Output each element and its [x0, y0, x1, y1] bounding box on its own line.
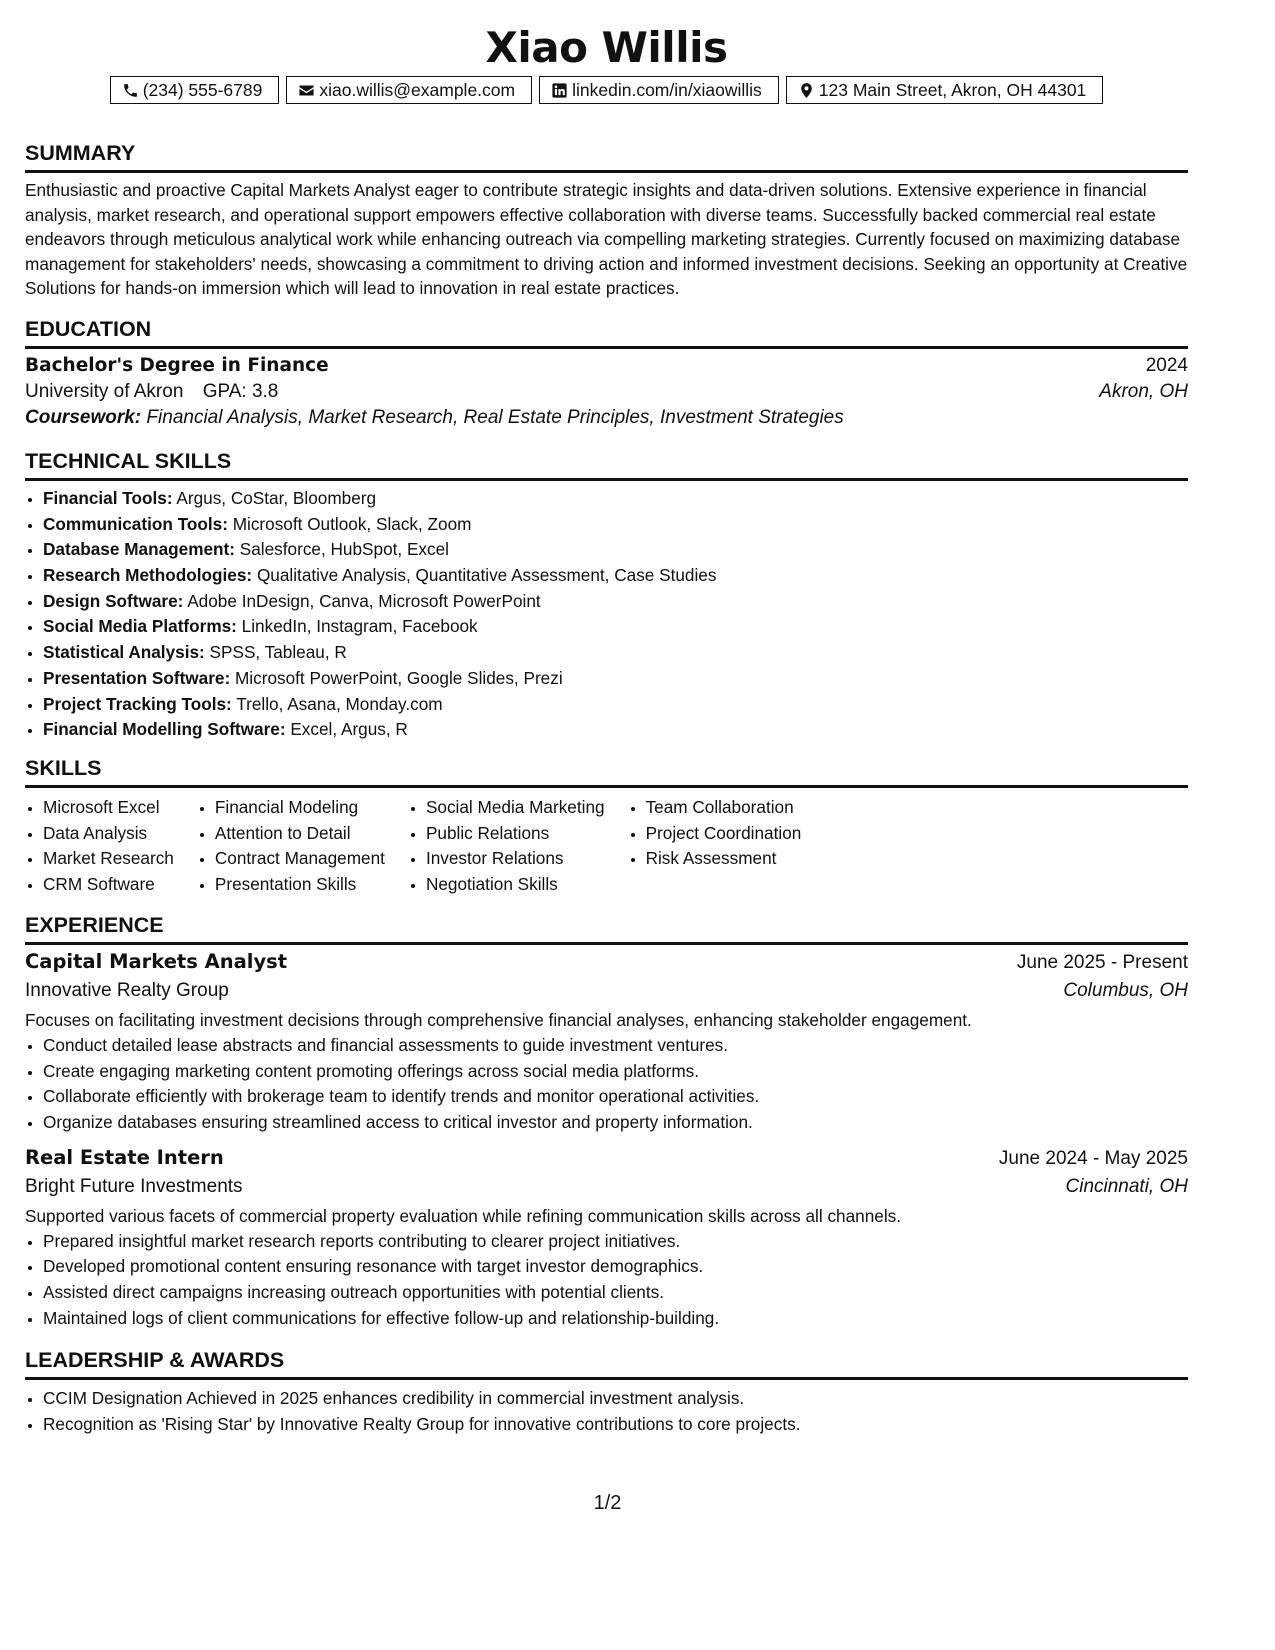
- coursework-list: Financial Analysis, Market Research, Real Estate Principles, Investment Strategies: [146, 406, 844, 428]
- skill-values: Microsoft Outlook, Slack, Zoom: [232, 513, 472, 534]
- contact-address: [786, 76, 1104, 104]
- skill-category: Social Media Platforms:: [43, 616, 237, 637]
- list-item: [43, 640, 1188, 666]
- school-and-gpa: [25, 381, 278, 403]
- coursework-label: Coursework:: [25, 406, 142, 428]
- list-item: • Financial Modeling: [215, 795, 385, 821]
- list-item: • Public Relations: [426, 821, 605, 847]
- list-item: • Market Research: [43, 846, 174, 872]
- skills-section: [25, 755, 1188, 898]
- job-dates: June 2025 - Present: [1016, 951, 1188, 973]
- list-item: [43, 537, 1188, 563]
- phone-icon: [122, 82, 139, 99]
- map-pin-icon: [798, 82, 815, 99]
- education-heading: EDUCATION: [25, 316, 1188, 349]
- summary-heading: SUMMARY: [25, 140, 1188, 173]
- technical-skills-section: [25, 448, 1188, 743]
- list-item: • Risk Assessment: [646, 846, 802, 872]
- list-item: • Social Media Marketing: [426, 795, 605, 821]
- degree: Bachelor's Degree in Finance: [25, 354, 329, 376]
- skill-category: Research Methodologies:: [43, 565, 253, 586]
- phone-text: (234) 555-6789: [142, 79, 263, 100]
- job-bullets: [25, 1033, 1188, 1136]
- technical-skills-list: [25, 486, 1188, 743]
- contact-linkedin[interactable]: [539, 76, 779, 104]
- linkedin-icon: [551, 82, 568, 99]
- list-item: • Recognition as 'Rising Star' by Innovative Realty Group for innovative contributions to core projects.: [43, 1412, 1188, 1438]
- skill-values: Argus, CoStar, Bloomberg: [176, 487, 377, 508]
- skill-values: LinkedIn, Instagram, Facebook: [241, 616, 478, 637]
- job-header: [25, 950, 1188, 974]
- list-item: • Presentation Skills: [215, 872, 385, 898]
- job-location: Columbus, OH: [1063, 979, 1188, 1001]
- list-item: [43, 717, 1188, 743]
- skills-column: [197, 795, 385, 898]
- job-entry: [25, 1146, 1188, 1332]
- skill-category: Database Management:: [43, 539, 235, 560]
- job-title: Capital Markets Analyst: [25, 949, 288, 973]
- skill-category: Financial Modelling Software:: [43, 719, 286, 740]
- education-row-1: [25, 355, 1188, 377]
- skills-column: [25, 795, 174, 898]
- skills-column: [408, 795, 605, 898]
- summary-text: Enthusiastic and proactive Capital Markets Analyst eager to contribute strategic insights and data-driven solutions. Extensive experience in financial analysis, market research, and operational support empowers effective collaboration with diverse teams. Successfully backed commercial real estate endeavors through meticulous analytical work while enhancing outreach via compelling marketing strategies. Currently focused on maximizing database management for stakeholders' needs, showcasing a commitment to driving action and informed investment decisions. Seeking an opportunity at Creative Solutions for hands-on immersion which will lead to innovation in real estate practices.: [25, 180, 1188, 299]
- job-title: Real Estate Intern: [25, 1145, 224, 1169]
- candidate-name: Xiao Willis: [485, 23, 728, 72]
- experience-section: [25, 912, 1188, 1332]
- skills-grid: [25, 795, 1188, 898]
- list-item: [43, 512, 1188, 538]
- list-item: [43, 563, 1188, 589]
- list-item: • Create engaging marketing content promoting offerings across social media platforms.: [43, 1059, 1188, 1085]
- education-row-2: [25, 381, 1188, 403]
- skill-category: Project Tracking Tools:: [43, 693, 232, 714]
- job-dates: June 2024 - May 2025: [998, 1147, 1188, 1169]
- skill-values: Adobe InDesign, Canva, Microsoft PowerPoint: [187, 590, 541, 611]
- education-section: [25, 316, 1188, 429]
- list-item: • Collaborate efficiently with brokerage team to identify trends and monitor operational activities.: [43, 1084, 1188, 1110]
- leadership-list: [25, 1386, 1188, 1437]
- list-item: [43, 486, 1188, 512]
- gpa: GPA: 3.8: [202, 380, 279, 402]
- contact-bar: [25, 76, 1188, 104]
- list-item: • Prepared insightful market research reports contributing to clearer project initiatives.: [43, 1229, 1188, 1255]
- list-item: • Attention to Detail: [215, 821, 385, 847]
- skill-category: Statistical Analysis:: [43, 642, 205, 663]
- skill-values: Excel, Argus, R: [290, 719, 408, 740]
- list-item: [43, 666, 1188, 692]
- school: University of Akron: [25, 380, 184, 402]
- skill-category: Design Software:: [43, 590, 184, 611]
- list-item: • CRM Software: [43, 872, 174, 898]
- skill-values: SPSS, Tableau, R: [209, 642, 347, 663]
- experience-heading: EXPERIENCE: [25, 912, 1188, 945]
- job-header: [25, 1146, 1188, 1170]
- job-subheader: [25, 980, 1188, 1002]
- skill-category: Presentation Software:: [43, 667, 231, 688]
- skill-values: Microsoft PowerPoint, Google Slides, Prezi: [234, 667, 563, 688]
- technical-skills-heading: TECHNICAL SKILLS: [25, 448, 1188, 481]
- list-item: • Maintained logs of client communications for effective follow-up and relationship-building.: [43, 1306, 1188, 1332]
- coursework: [25, 407, 1188, 429]
- page-number: 1/2: [593, 1492, 622, 1514]
- list-item: • Project Coordination: [646, 821, 802, 847]
- leadership-heading: LEADERSHIP & AWARDS: [25, 1347, 1188, 1380]
- list-item: • Contract Management: [215, 846, 385, 872]
- job-location: Cincinnati, OH: [1065, 1175, 1188, 1197]
- envelope-icon: [298, 82, 315, 99]
- leadership-section: [25, 1347, 1188, 1437]
- list-item: • Investor Relations: [426, 846, 605, 872]
- job-bullets: [25, 1229, 1188, 1332]
- list-item: • Organize databases ensuring streamlined access to critical investor and property information.: [43, 1110, 1188, 1136]
- skill-category: Communication Tools:: [43, 513, 228, 534]
- list-item: • Team Collaboration: [646, 795, 802, 821]
- skills-column: [628, 795, 802, 898]
- skills-heading: SKILLS: [25, 755, 1188, 788]
- graduation-year: 2024: [1145, 354, 1188, 376]
- summary-section: [25, 140, 1188, 301]
- contact-email[interactable]: [286, 76, 532, 104]
- list-item: • Negotiation Skills: [426, 872, 605, 898]
- list-item: • Developed promotional content ensuring resonance with target investor demographics.: [43, 1254, 1188, 1280]
- email-text: xiao.willis@example.com: [319, 79, 516, 100]
- skill-values: Trello, Asana, Monday.com: [236, 693, 443, 714]
- linkedin-text: linkedin.com/in/xiaowillis: [572, 79, 762, 100]
- list-item: [43, 692, 1188, 718]
- job-entry: [25, 950, 1188, 1136]
- list-item: • Assisted direct campaigns increasing outreach opportunities with potential clients.: [43, 1280, 1188, 1306]
- address-text: 123 Main Street, Akron, OH 44301: [818, 79, 1087, 100]
- list-item: • Conduct detailed lease abstracts and financial assessments to guide investment ventures.: [43, 1033, 1188, 1059]
- job-company: Innovative Realty Group: [25, 979, 229, 1001]
- list-item: • CCIM Designation Achieved in 2025 enhances credibility in commercial investment analysis.: [43, 1386, 1188, 1412]
- contact-phone[interactable]: [110, 76, 280, 104]
- job-subheader: [25, 1176, 1188, 1198]
- education-location: Akron, OH: [1099, 380, 1188, 402]
- list-item: • Microsoft Excel: [43, 795, 174, 821]
- list-item: [43, 614, 1188, 640]
- job-description: Focuses on facilitating investment decisions through comprehensive financial analyses, enhancing stakeholder engagement.: [25, 1009, 972, 1030]
- skill-values: Salesforce, HubSpot, Excel: [239, 539, 449, 560]
- skill-category: Financial Tools:: [43, 487, 173, 508]
- list-item: [43, 589, 1188, 615]
- job-company: Bright Future Investments: [25, 1175, 243, 1197]
- job-description: Supported various facets of commercial property evaluation while refining communication skills across all channels.: [25, 1205, 902, 1226]
- list-item: • Data Analysis: [43, 821, 174, 847]
- skill-values: Qualitative Analysis, Quantitative Assessment, Case Studies: [256, 565, 717, 586]
